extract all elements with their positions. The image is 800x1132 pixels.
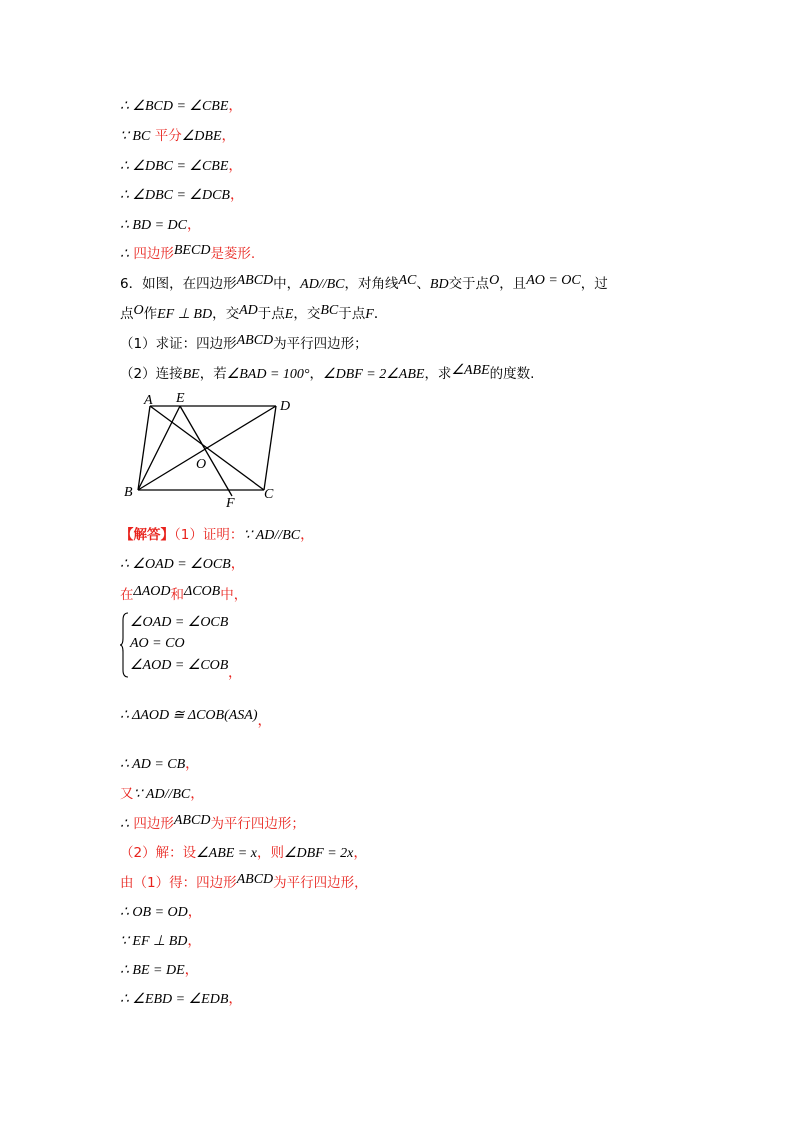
text: ，且 bbox=[499, 276, 527, 292]
punct: ， bbox=[221, 128, 236, 144]
math-expr: ABCD bbox=[173, 813, 211, 828]
math-expr: ∠DBF = 2∠ABE bbox=[323, 367, 425, 382]
math-expr: ABCD bbox=[236, 273, 274, 288]
solution-line-5 bbox=[120, 753, 199, 775]
solution-tag: 【解答】 bbox=[120, 527, 174, 543]
label-E: E bbox=[176, 391, 185, 406]
text: 平分 bbox=[154, 128, 182, 144]
text: 的度数. bbox=[489, 366, 535, 382]
punct: ， bbox=[300, 527, 315, 543]
label-D: D bbox=[280, 399, 291, 414]
punct: ， bbox=[228, 98, 243, 114]
text: ， bbox=[309, 366, 324, 382]
text: 四边形 bbox=[133, 816, 174, 832]
math-expr: ∠DBF = 2x bbox=[283, 846, 354, 861]
math-expr: ABCD bbox=[236, 872, 274, 887]
text: （1）证明： bbox=[174, 527, 244, 543]
math-expr: ΔCOB bbox=[184, 584, 221, 599]
text: 和 bbox=[170, 587, 184, 603]
math-expr: O bbox=[133, 303, 144, 318]
math-expr: BE bbox=[182, 367, 200, 382]
text: ，交 bbox=[293, 306, 321, 322]
segment-EF bbox=[180, 406, 232, 496]
punct: ， bbox=[184, 962, 199, 978]
punct: ， bbox=[228, 158, 243, 174]
solution-line-12 bbox=[120, 959, 199, 981]
math-expr: AD bbox=[239, 303, 258, 318]
math-expr: AO = OC bbox=[526, 273, 581, 288]
math-expr: ∵ AD//BC bbox=[243, 528, 301, 543]
math-expr: ∠ABE bbox=[451, 363, 490, 378]
math-expr: ∴ bbox=[120, 817, 129, 832]
punct: ， bbox=[187, 904, 202, 920]
text: 为平行四边形； bbox=[273, 336, 368, 352]
problem-question-1 bbox=[120, 333, 368, 355]
math-expr: ∠BAD = 100° bbox=[226, 367, 310, 382]
text: ，过 bbox=[580, 276, 608, 292]
text: （1）求证：四边形 bbox=[120, 336, 237, 352]
problem-line-2 bbox=[120, 303, 378, 325]
problem-line-1 bbox=[120, 273, 608, 295]
math-expr: ABCD bbox=[236, 333, 274, 348]
math-expr: E bbox=[284, 307, 294, 322]
punct: ， bbox=[257, 713, 272, 729]
text: 在 bbox=[120, 587, 134, 603]
punct: ， bbox=[186, 217, 201, 233]
math-expr: F bbox=[365, 307, 374, 322]
text: 交于点 bbox=[448, 276, 490, 292]
system-eq-2: AO = CO bbox=[130, 636, 185, 651]
punct: ， bbox=[228, 991, 243, 1007]
math-expr: ∴ ∠DBC = ∠DCB bbox=[120, 188, 230, 203]
proof-line-4 bbox=[120, 184, 244, 206]
text: ，若 bbox=[199, 366, 227, 382]
math-expr: ΔAOD bbox=[133, 584, 171, 599]
math-expr: ∵ AD//BC bbox=[133, 787, 191, 802]
punct: ， bbox=[229, 187, 244, 203]
math-expr: ∴ ΔAOD ≅ ΔCOB(ASA) bbox=[120, 708, 258, 723]
segment-DC bbox=[264, 406, 276, 490]
solution-line-1 bbox=[120, 524, 314, 546]
system-eq-1: ∠OAD = ∠OCB bbox=[130, 615, 229, 630]
math-expr: BC bbox=[320, 303, 339, 318]
text: ，交 bbox=[212, 306, 240, 322]
math-expr: ∴ ∠DBC = ∠CBE bbox=[120, 159, 229, 174]
solution-line-2 bbox=[120, 553, 245, 575]
equation-system bbox=[120, 612, 280, 684]
punct: ， bbox=[228, 665, 242, 681]
math-expr: ∴ BD = DC bbox=[120, 218, 187, 233]
solution-line-10 bbox=[120, 901, 202, 923]
proof-line-2 bbox=[120, 125, 236, 147]
solution-line-3 bbox=[120, 584, 247, 606]
text: ，则 bbox=[256, 845, 284, 861]
text: 由（1）得：四边形 bbox=[120, 875, 237, 891]
label-O: O bbox=[196, 457, 207, 472]
solution-line-13 bbox=[120, 988, 242, 1010]
problem-question-2 bbox=[120, 363, 534, 385]
text: ，求 bbox=[424, 366, 452, 382]
text: 点 bbox=[120, 306, 134, 322]
math-expr: ∴ AD = CB bbox=[120, 757, 186, 772]
math-expr: ∴ bbox=[120, 247, 129, 262]
solution-line-7 bbox=[120, 813, 305, 835]
system-eq-3: ∠AOD = ∠COB bbox=[130, 658, 229, 673]
punct: ， bbox=[230, 556, 245, 572]
math-expr: ∠ABE = x bbox=[196, 846, 257, 861]
solution-line-8 bbox=[120, 842, 367, 864]
proof-line-1 bbox=[120, 95, 242, 117]
text: ，对角线 bbox=[344, 276, 399, 292]
solution-line-4 bbox=[120, 704, 272, 729]
math-expr: EF ⊥ BD bbox=[157, 307, 213, 322]
punct: ， bbox=[185, 756, 200, 772]
math-expr: ∴ OB = OD bbox=[120, 905, 188, 920]
label-B: B bbox=[124, 485, 133, 500]
problem-number: 6．如图，在四边形 bbox=[120, 276, 237, 292]
text: 于点 bbox=[257, 306, 285, 322]
math-expr: ∴ BE = DE bbox=[120, 963, 185, 978]
math-expr: ∵ EF ⊥ BD bbox=[120, 934, 188, 949]
text: 作 bbox=[143, 306, 158, 322]
geometry-figure bbox=[118, 390, 291, 511]
math-expr: AC bbox=[398, 273, 417, 288]
solution-line-6 bbox=[120, 783, 204, 805]
proof-line-3 bbox=[120, 155, 242, 177]
punct: ， bbox=[190, 786, 205, 802]
solution-line-11 bbox=[120, 930, 201, 952]
text: 中， bbox=[273, 276, 301, 292]
math-expr: ∵ BC bbox=[120, 129, 151, 144]
text: . bbox=[373, 306, 379, 322]
proof-line-5 bbox=[120, 214, 201, 236]
label-C: C bbox=[264, 487, 274, 502]
text: 于点 bbox=[338, 306, 366, 322]
solution-line-9 bbox=[120, 872, 368, 894]
punct: ， bbox=[187, 933, 202, 949]
math-expr: ∴ ∠BCD = ∠CBE bbox=[120, 99, 229, 114]
math-expr: BD bbox=[429, 277, 449, 292]
proof-line-6 bbox=[120, 243, 255, 265]
text: 中， bbox=[220, 587, 248, 603]
label-F: F bbox=[226, 496, 235, 511]
text: （2）解：设 bbox=[120, 845, 197, 861]
text: 是菱形. bbox=[210, 246, 256, 262]
left-brace-icon bbox=[120, 612, 130, 678]
text: 又 bbox=[120, 786, 134, 802]
text: 、 bbox=[416, 276, 430, 292]
math-expr: AD//BC bbox=[300, 277, 345, 292]
math-expr: ∠DBE bbox=[181, 129, 222, 144]
text: （2）连接 bbox=[120, 366, 183, 382]
text: 四边形 bbox=[133, 246, 174, 262]
text: 为平行四边形， bbox=[273, 875, 368, 891]
math-expr: BECD bbox=[173, 243, 211, 258]
text: 为平行四边形； bbox=[210, 816, 305, 832]
math-expr: O bbox=[489, 273, 500, 288]
math-expr: ∴ ∠OAD = ∠OCB bbox=[120, 557, 231, 572]
label-A: A bbox=[144, 393, 153, 408]
math-expr: ∴ ∠EBD = ∠EDB bbox=[120, 992, 229, 1007]
punct: ， bbox=[353, 845, 368, 861]
